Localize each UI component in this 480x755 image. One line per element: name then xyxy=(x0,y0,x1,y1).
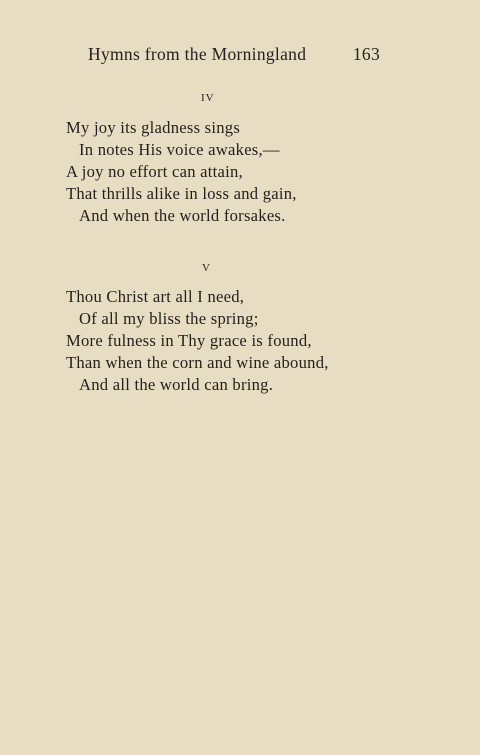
poem-line: Than when the corn and wine abound, xyxy=(66,353,329,372)
stanza-v xyxy=(66,286,426,396)
running-head xyxy=(88,44,380,68)
poem-line: In notes His voice awakes,— xyxy=(79,140,280,159)
stanza-numeral-iv: IV xyxy=(201,92,215,104)
book-title: Hymns from the Morningland xyxy=(88,44,307,64)
poem-line: That thrills alike in loss and gain, xyxy=(66,184,297,203)
poem-line: Of all my bliss the spring; xyxy=(79,309,259,328)
poem-line: Thou Christ art all I need, xyxy=(66,287,245,306)
poem-line: More fulness in Thy grace is found, xyxy=(66,331,312,350)
poem-line: A joy no effort can attain, xyxy=(66,162,243,181)
stanza-numeral-v: V xyxy=(202,262,211,274)
stanza-iv xyxy=(66,117,426,227)
poem-line: My joy its gladness sings xyxy=(66,118,241,137)
poem-line: And when the world forsakes. xyxy=(79,206,286,225)
poem-line: And all the world can bring. xyxy=(79,375,274,394)
page-number: 163 xyxy=(352,44,380,64)
